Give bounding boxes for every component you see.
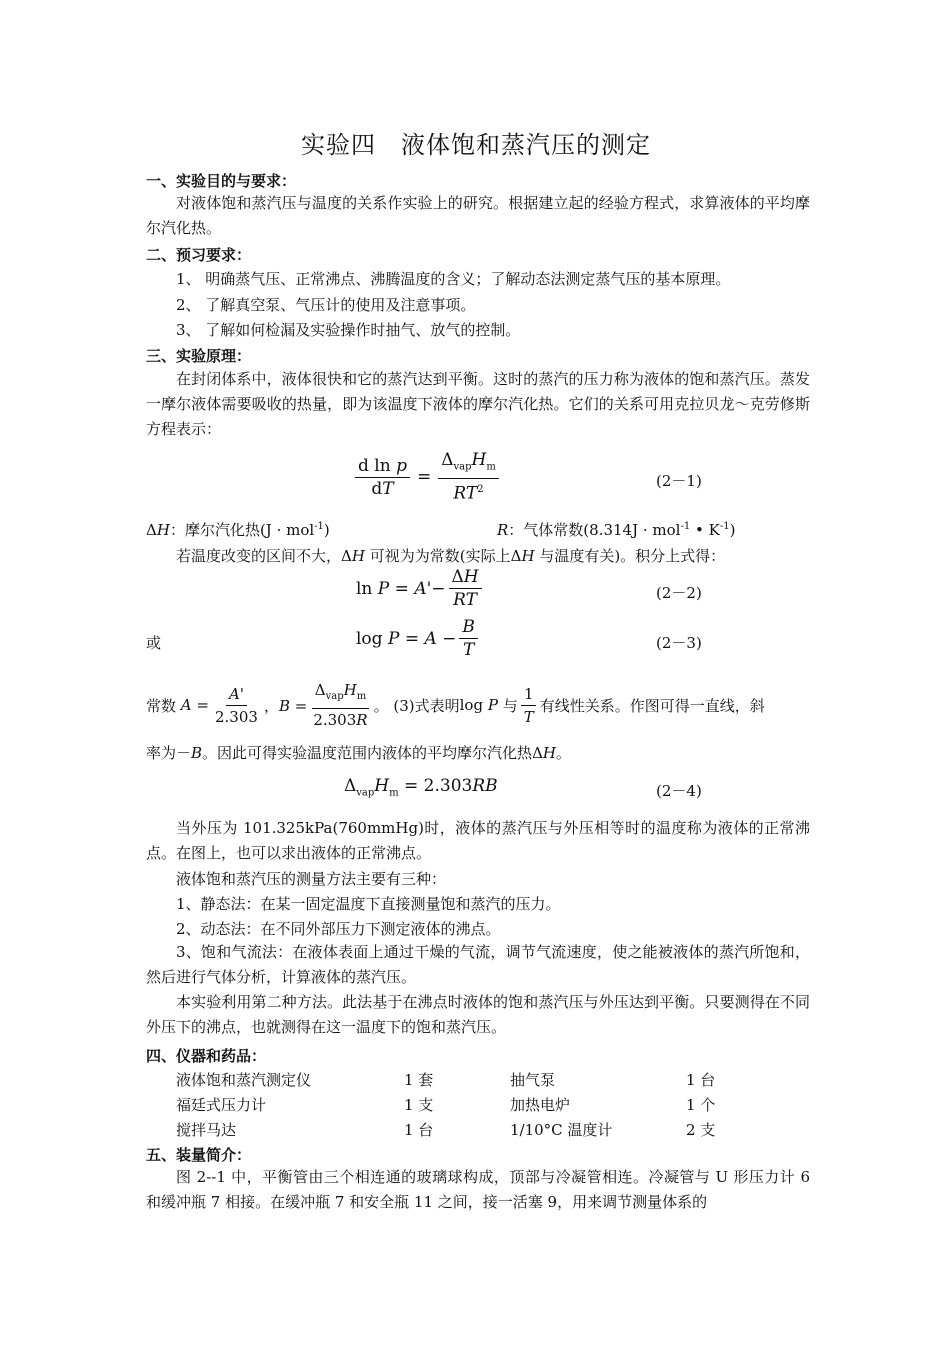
slope-line: 率为－B。因此可得实验温度范围内液体的平均摩尔汽化热ΔH。: [146, 744, 572, 762]
equation-number-1: (2－1): [656, 472, 702, 490]
method-item-1: 1、静态法：在某一固定温度下直接测量饱和蒸汽的压力。: [176, 895, 561, 913]
or-label: 或: [146, 634, 162, 652]
section-heading-3: 三、实验原理：: [146, 347, 252, 365]
equipment-name: 加热电炉: [510, 1096, 571, 1114]
equation-log-p: log P = A − $\frac{B}{T}$: [356, 617, 481, 660]
equipment-name: 1/10°C 温度计: [510, 1121, 613, 1139]
equation-ln-p: ln P = A'− $\frac{\Delta H}{RT}$: [356, 567, 485, 610]
prep-item-1: 1、 明确蒸气压、正常沸点、沸腾温度的含义；了解动态法测定蒸气压的基本原理。: [176, 270, 731, 288]
equipment-qty: 1 支: [404, 1096, 434, 1114]
equation-vap-h: $\Delta_{vap}H_m = 2.303RB$: [344, 776, 498, 799]
section-heading-1: 一、实验目的与要求：: [146, 172, 297, 190]
paragraph-apparatus: 图 2--1 中，平衡管由三个相连通的玻璃球构成，顶部与冷凝管相连。冷凝管与 U 形压力计 6 和缓冲瓶 7 相接。在缓冲瓶 7 和安全瓶 11 之间，接一活塞 9，用来调节测量体系的: [146, 1168, 810, 1211]
section-heading-4: 四、仪器和药品：: [146, 1047, 267, 1065]
page-title: 实验四 液体饱和蒸汽压的测定: [301, 131, 651, 159]
equipment-qty: 1 台: [686, 1071, 716, 1089]
equipment-name: 抽气泵: [510, 1071, 556, 1089]
paragraph-methods: 液体饱和蒸汽压的测量方法主要有三种：: [176, 870, 447, 888]
definition-delta-h: ΔH：摩尔汽化热(J · mol$^{-1}$): [146, 521, 330, 539]
equation-number-3: (2－3): [656, 634, 702, 652]
paragraph-principle: 在封闭体系中，液体很快和它的蒸汽达到平衡。这时的蒸汽的压力称为液体的饱和蒸汽压。蒸发一摩尔液体需要吸收的热量，即为该温度下液体的摩尔汽化热。它们的关系可用克拉贝龙～克劳修斯方程表示：: [146, 370, 810, 438]
equipment-qty: 1 个: [686, 1096, 716, 1114]
method-item-2: 2、动态法：在不同外部压力下测定液体的沸点。: [176, 920, 501, 938]
section-heading-2: 二、预习要求：: [146, 246, 252, 264]
paragraph-purpose: 对液体饱和蒸汽压与温度的关系作实验上的研究。根据建立起的经验方程式，求算液体的平均摩尔汽化热。: [146, 194, 810, 237]
equipment-name: 液体饱和蒸汽测定仪: [176, 1071, 312, 1089]
definition-r: R：气体常数(8.314J · mol$^{-1}$ • $K^{-1}$): [497, 521, 736, 539]
equipment-qty: 1 套: [404, 1071, 434, 1089]
prep-item-2: 2、 了解真空泵、气压计的使用及注意事项。: [176, 296, 476, 314]
equipment-qty: 1 台: [404, 1121, 434, 1139]
equation-number-2: (2－2): [656, 584, 702, 602]
paragraph-method-choice: 本实验利用第二种方法。此法基于在沸点时液体的饱和蒸汽压与外压达到平衡。只要测得在不同外压下的沸点，也就测得在这一温度下的饱和蒸汽压。: [146, 993, 810, 1036]
equipment-name: 福廷式压力计: [176, 1096, 267, 1114]
equation-clausius-clapeyron: $\frac{\text{d ln p}}{dT}$ = $\frac{\Delta_{vap}H_m}{RT^2}$: [352, 450, 502, 504]
prep-item-3: 3、 了解如何检漏及实验操作时抽气、放气的控制。: [176, 321, 521, 339]
equation-number-4: (2－4): [656, 782, 702, 800]
equipment-qty: 2 支: [686, 1121, 716, 1139]
constants-line: 常数 A = $\frac{A'}{2.303}$ ，B = $\frac{\Delta_{vap}H_m}{2.303R}$ 。 (3)式表明 log P 与 $\frac{1}{T}$ 有线性关系。作图可得一直线，斜: [146, 681, 765, 729]
section-heading-5: 五、装量简介：: [146, 1146, 252, 1164]
paragraph-boiling-point: 当外压为 101.325kPa(760mmHg)时，液体的蒸汽压与外压相等时的温度称为液体的正常沸点。在图上，也可以求出液体的正常沸点。: [146, 819, 810, 862]
equipment-name: 搅拌马达: [176, 1121, 237, 1139]
paragraph-integration: 若温度改变的区间不大，ΔH 可视为为常数(实际上ΔH 与温度有关)。积分上式得：: [176, 547, 726, 565]
method-item-3: 3、饱和气流法：在液体表面上通过干燥的气流，调节气流速度，使之能被液体的蒸汽所饱和，然后进行气体分析，计算液体的蒸汽压。: [146, 943, 810, 986]
